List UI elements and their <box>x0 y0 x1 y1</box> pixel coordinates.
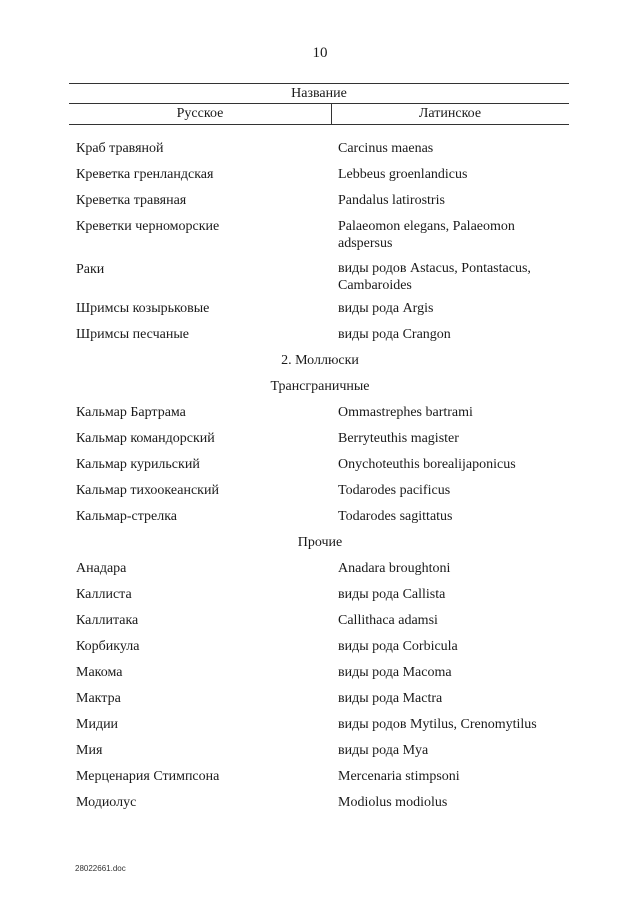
latin-name: Carcinus maenas <box>338 141 434 156</box>
table-row <box>0 192 640 218</box>
latin-name: Callithaca adamsi <box>338 613 438 628</box>
russian-name: Креветка гренландская <box>76 167 214 182</box>
russian-name: Кальмар курильский <box>76 457 200 472</box>
latin-name: виды родов Astacus, Pontastacus, Cambaroides <box>338 261 531 293</box>
table-row <box>0 768 640 794</box>
page-number: 10 <box>312 45 328 61</box>
russian-name: Мидии <box>76 717 119 732</box>
table-row <box>0 690 640 716</box>
latin-name: виды рода Macoma <box>338 665 452 680</box>
table-row <box>0 560 640 586</box>
table-row <box>0 218 640 257</box>
russian-name: Шримсы козырьковые <box>76 301 210 316</box>
table-row <box>0 742 640 768</box>
russian-name: Макома <box>76 665 123 680</box>
table-row <box>0 166 640 192</box>
column-header-russian: Русское <box>176 106 224 121</box>
header-rule <box>69 103 569 104</box>
table-header <box>69 83 569 125</box>
russian-name: Раки <box>76 262 105 277</box>
latin-name: Anadara broughtoni <box>338 561 451 576</box>
column-header-latin: Латинское <box>418 106 482 121</box>
table-row <box>0 586 640 612</box>
table-row <box>0 456 640 482</box>
table-body <box>0 140 640 820</box>
russian-name: Кальмар Бартрама <box>76 405 186 420</box>
table-row <box>0 638 640 664</box>
latin-name: виды рода Crangon <box>338 327 451 342</box>
latin-name: Lebbeus groenlandicus <box>338 167 468 182</box>
table-row <box>0 430 640 456</box>
russian-name: Модиолус <box>76 795 137 810</box>
table-row <box>0 716 640 742</box>
russian-name: Креветки черноморские <box>76 219 220 234</box>
russian-name: Шримсы песчаные <box>76 327 189 342</box>
russian-name: Корбикула <box>76 639 140 654</box>
latin-name: виды родов Mytilus, Crenomytilus <box>338 717 537 732</box>
footer-filename: 28022661.doc <box>75 864 126 873</box>
russian-name: Мактра <box>76 691 121 706</box>
table-row <box>0 508 640 534</box>
table-row <box>0 404 640 430</box>
latin-name: виды рода Argis <box>338 301 434 316</box>
russian-name: Каллитака <box>76 613 139 628</box>
russian-name: Кальмар тихоокеанский <box>76 483 219 498</box>
latin-name: Palaeomon elegans, Palaeomon adspersus <box>338 219 515 251</box>
table-row <box>0 140 640 166</box>
latin-name: Modiolus modiolus <box>338 795 448 810</box>
latin-name: Todarodes sagittatus <box>338 509 453 524</box>
russian-name: Кальмар командорский <box>76 431 215 446</box>
latin-name: виды рода Corbicula <box>338 639 458 654</box>
table-row <box>0 482 640 508</box>
russian-name: Кальмар-стрелка <box>76 509 178 524</box>
latin-name: Todarodes pacificus <box>338 483 451 498</box>
table-row <box>0 664 640 690</box>
latin-name: виды рода Callista <box>338 587 446 602</box>
table-row <box>0 794 640 820</box>
section-heading-transboundary: Трансграничные <box>270 379 370 394</box>
russian-name: Креветка травяная <box>76 193 187 208</box>
table-row <box>0 326 640 352</box>
russian-name: Мерценария Стимпсона <box>76 769 220 784</box>
table-row <box>0 612 640 638</box>
table-row <box>0 257 640 300</box>
russian-name: Мия <box>76 743 103 758</box>
russian-name: Краб травяной <box>76 141 164 156</box>
latin-name: Ommastrephes bartrami <box>338 405 473 420</box>
latin-name: Mercenaria stimpsoni <box>338 769 460 784</box>
section-heading-other: Прочие <box>297 535 343 550</box>
header-title: Название <box>291 86 347 101</box>
section-heading-molluscs: 2. Моллюски <box>281 353 359 368</box>
latin-name: виды рода Mya <box>338 743 429 758</box>
latin-name: Onychoteuthis borealijaponicus <box>338 457 516 472</box>
latin-name: виды рода Mactra <box>338 691 443 706</box>
latin-name: Berryteuthis magister <box>338 431 459 446</box>
latin-name: Pandalus latirostris <box>338 193 445 208</box>
table-row <box>0 300 640 326</box>
russian-name: Каллиста <box>76 587 132 602</box>
russian-name: Анадара <box>76 561 127 576</box>
